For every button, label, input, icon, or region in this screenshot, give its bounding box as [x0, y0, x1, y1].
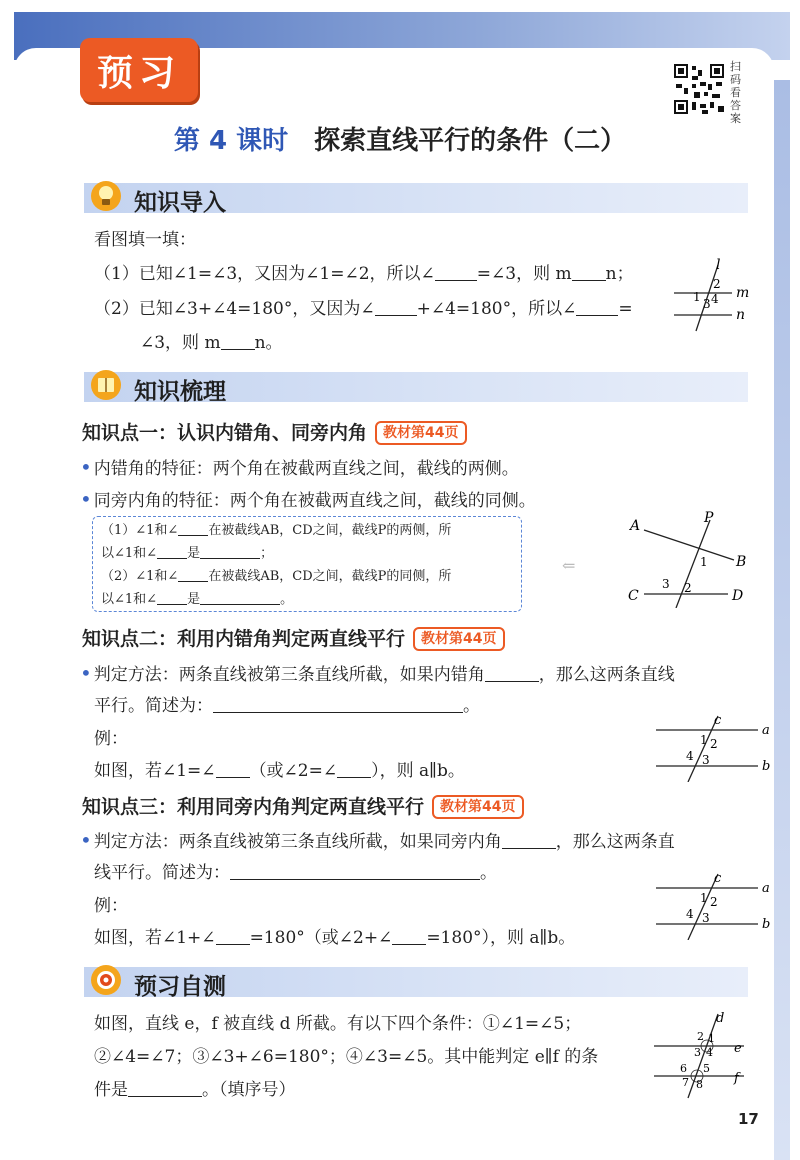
svg-text:1: 1 [693, 290, 701, 304]
svg-text:D: D [732, 588, 744, 604]
q2-line-cont: ∠3，则 m n。 [140, 333, 283, 353]
kp3-method: • 判定方法：两条直线被第三条直线所截，如果同旁内角 ，那么这两条直 [80, 828, 675, 852]
svg-text:a: a [762, 881, 770, 896]
svg-text:1: 1 [700, 891, 708, 905]
kp3-blank-1[interactable] [502, 830, 556, 849]
book-icon [90, 369, 122, 401]
figure-lmn [670, 255, 766, 335]
svg-text:3: 3 [702, 753, 710, 767]
kp1-bullet-1: • 内错角的特征：两个角在被截两直线之间，截线的两侧。 [80, 455, 519, 479]
q2-line: （2）已知∠3+∠4=180°，又因为∠ +∠4=180°，所以∠ = [94, 299, 633, 319]
preview-tag: 预习 [80, 38, 198, 102]
kp3-blank-summary[interactable] [230, 861, 480, 880]
q2-blank-2[interactable] [576, 297, 618, 316]
kp3-textbook-badge[interactable]: 教材第44页 [432, 795, 523, 819]
section-title-review: 知识梳理 [134, 379, 226, 405]
svg-text:B: B [736, 554, 747, 570]
svg-text:2: 2 [710, 737, 718, 751]
figure-abc-2 [652, 870, 772, 940]
q1-line: （1）已知∠1=∠3，又因为∠1=∠2，所以∠ =∠3，则 m n； [94, 264, 634, 284]
qr-caption: 扫码看答案 [730, 60, 741, 125]
q2-blank-1[interactable] [375, 297, 417, 316]
kp2-blank-2[interactable] [216, 759, 250, 778]
qr-code[interactable] [672, 62, 726, 116]
kp2-blank-summary[interactable] [213, 694, 463, 713]
svg-text:b: b [762, 917, 771, 932]
intro-text: 看图填一填： [94, 230, 196, 250]
q1-blank-angle[interactable] [435, 262, 477, 281]
q1-blank-relation[interactable] [572, 262, 606, 281]
selftest-blank[interactable] [128, 1078, 202, 1097]
kp2-example-label: 例： [94, 729, 128, 749]
kp2-method: • 判定方法：两条直线被第三条直线所截，如果内错角 ，那么这两条直线 [80, 661, 675, 685]
svg-text:m: m [736, 285, 750, 301]
box-blank-4[interactable] [178, 567, 208, 582]
kp3-heading: 知识点三：利用同旁内角判定两直线平行 教材第44页 [82, 792, 524, 819]
svg-text:4: 4 [686, 907, 694, 921]
kp1-heading: 知识点一：认识内错角、同旁内角 教材第44页 [82, 418, 467, 445]
kp1-bullet-2: • 同旁内角的特征：两个角在被截两直线之间，截线的同侧。 [80, 487, 536, 511]
box-blank-6[interactable] [200, 590, 280, 605]
svg-text:7: 7 [682, 1076, 689, 1089]
svg-text:c: c [714, 871, 722, 886]
kp2-heading: 知识点二：利用内错角判定两直线平行 教材第44页 [82, 624, 505, 651]
kp1-exercise-box: （1）∠1和∠ 在被截线AB，CD之间，截线P的两侧，所 以∠1和∠ 是 ； （2）∠1和∠ 在被截线AB，CD之间，截线P的同侧，所 以∠1和∠ 是 。 [92, 516, 522, 612]
lightbulb-icon [90, 180, 122, 212]
box-blank-5[interactable] [157, 590, 187, 605]
kp2-textbook-badge[interactable]: 教材第44页 [413, 627, 504, 651]
lesson-title [0, 120, 800, 157]
svg-text:1: 1 [700, 555, 708, 569]
svg-text:d: d [716, 1011, 725, 1026]
target-icon [90, 964, 122, 996]
kp3-example-q: 如图，若∠1+∠ =180°（或∠2+∠ =180°），则 a∥b。 [94, 928, 576, 948]
selftest-line-2: ②∠4=∠7；③∠3+∠6=180°；④∠3=∠5。其中能判定 e∥f 的条 [94, 1047, 599, 1067]
kp3-example-label: 例： [94, 896, 128, 916]
figure-abcd [622, 508, 752, 608]
q2-blank-relation[interactable] [221, 331, 255, 350]
svg-text:4: 4 [711, 292, 719, 306]
box-blank-3[interactable] [200, 544, 260, 559]
svg-text:b: b [762, 759, 771, 774]
lesson-number: 第 4 课时 [173, 126, 289, 156]
svg-text:1: 1 [708, 1032, 715, 1045]
svg-text:l: l [716, 257, 721, 273]
section-title-intro: 知识导入 [134, 190, 226, 216]
selftest-line-3: 件是 。（填序号） [94, 1080, 296, 1100]
svg-text:c: c [714, 713, 722, 728]
figure-def [650, 1010, 770, 1100]
kp1-textbook-badge[interactable]: 教材第44页 [375, 421, 466, 445]
svg-text:4: 4 [706, 1046, 713, 1059]
svg-text:2: 2 [684, 581, 692, 595]
kp2-blank-1[interactable] [485, 663, 539, 682]
box-blank-1[interactable] [178, 521, 208, 536]
lesson-name: 探索直线平行的条件（二） [314, 126, 627, 156]
arrow-left-icon: ⇐ [562, 556, 576, 575]
svg-text:6: 6 [680, 1062, 687, 1075]
right-band [774, 80, 790, 1160]
svg-text:8: 8 [696, 1078, 703, 1091]
box-blank-2[interactable] [157, 544, 187, 559]
svg-text:3: 3 [662, 577, 670, 591]
svg-text:a: a [762, 723, 770, 738]
selftest-line-1: 如图，直线 e，f 被直线 d 所截。有以下四个条件：①∠1=∠5； [94, 1014, 582, 1034]
kp3-blank-3[interactable] [392, 926, 426, 945]
svg-text:2: 2 [710, 895, 718, 909]
kp3-blank-2[interactable] [216, 926, 250, 945]
kp2-summary: 平行。简述为： 。 [94, 696, 480, 716]
svg-text:f: f [734, 1071, 739, 1086]
svg-text:2: 2 [697, 1030, 704, 1043]
svg-text:4: 4 [686, 749, 694, 763]
svg-text:P: P [704, 510, 714, 526]
svg-text:2: 2 [713, 277, 721, 291]
svg-text:3: 3 [702, 911, 710, 925]
svg-text:5: 5 [703, 1062, 710, 1075]
svg-text:3: 3 [694, 1046, 701, 1059]
svg-text:n: n [736, 307, 746, 323]
svg-text:e: e [734, 1041, 742, 1056]
svg-text:1: 1 [700, 733, 708, 747]
page-number: 17 [738, 1110, 759, 1128]
svg-text:3: 3 [703, 297, 711, 311]
kp3-summary: 线平行。简述为： 。 [94, 863, 497, 883]
kp2-example-q: 如图，若∠1=∠ （或∠2=∠ ），则 a∥b。 [94, 761, 465, 781]
figure-abc-1 [652, 712, 772, 782]
svg-text:C: C [628, 588, 639, 604]
section-title-selftest: 预习自测 [134, 974, 226, 1000]
kp2-blank-3[interactable] [337, 759, 371, 778]
svg-text:A: A [630, 518, 641, 534]
